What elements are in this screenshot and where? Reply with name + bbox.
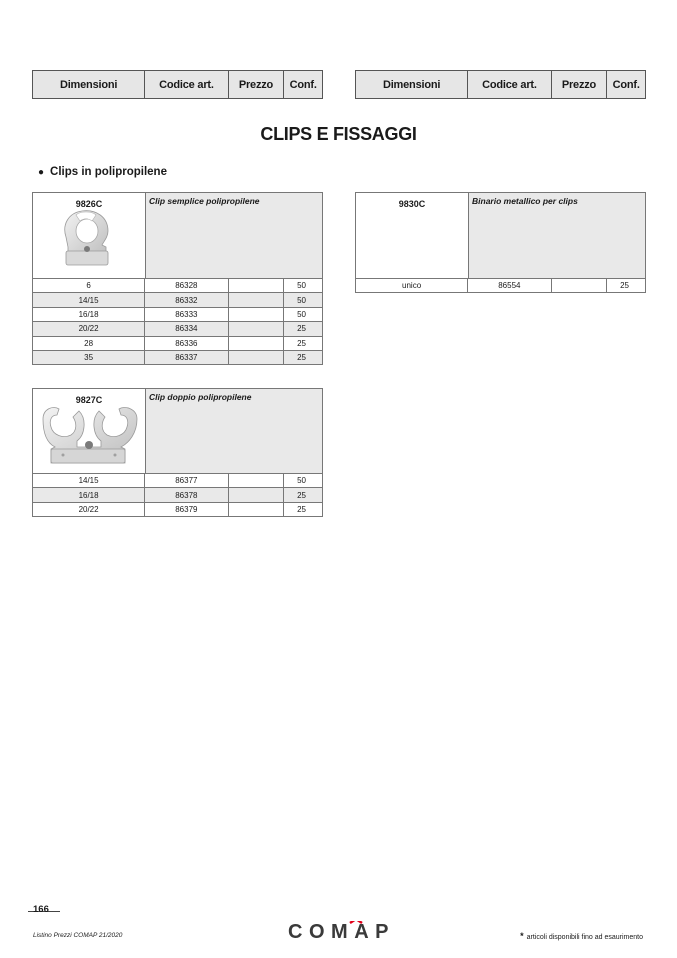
table-row [32,279,323,293]
product-image-cell [356,193,469,278]
cell-price [229,337,285,350]
cell-code: 86334 [145,322,228,335]
cell-conf: 50 [297,295,306,305]
product-code: 9830C [398,199,426,209]
section-title-text: Clips in polipropilene [50,166,167,178]
cell-conf: 25 [297,504,306,514]
note-text: articoli disponibili fino ad esaurimento [526,934,643,941]
cell-code: 86328 [145,279,228,292]
cell-code: 86332 [145,293,228,306]
header-dimensioni: Dimensioni [356,71,468,98]
cell-conf: 25 [297,338,306,348]
comap-logo-image [288,921,392,941]
cell-dim: 20/22 [33,322,145,335]
cell-conf: 50 [297,309,306,319]
double-clip-image [37,403,143,469]
cell-code: 86336 [145,337,228,350]
product-header [32,192,323,279]
table-header-left [32,70,323,99]
bullet-icon: ● [38,167,45,178]
cell-conf: 25 [620,281,629,291]
product-description: Binario metallico per clips [469,193,645,278]
page-number: 166 [33,904,49,915]
table-row [32,474,323,488]
cell-price [229,351,285,364]
header-prezzo: Prezzo [229,71,285,98]
product-image-cell [33,389,146,473]
cell-dim: 35 [33,351,145,364]
product-header [355,192,646,279]
cell-price [229,488,285,501]
cell-code: 86554 [468,279,551,292]
cell-conf: 25 [297,353,306,363]
cell-price [229,279,285,292]
product-block-9830c [355,192,646,293]
header-conf: Conf. [289,78,317,91]
cell-dim: 14/15 [33,293,145,306]
product-code: 9826C [75,199,103,209]
cell-price [229,503,285,516]
cell-conf: 50 [297,476,306,486]
cell-price [229,308,285,321]
page-title: CLIPS E FISSAGGI [260,124,417,144]
table-row [32,488,323,502]
comap-logo [288,921,392,946]
cell-dim: 14/15 [33,474,145,487]
header-prezzo: Prezzo [552,71,608,98]
cell-conf: 25 [297,490,306,500]
product-image-cell [33,193,146,278]
cell-code: 86378 [145,488,228,501]
cell-price [229,293,285,306]
header-conf: Conf. [612,78,640,91]
product-block-9826c [32,192,323,365]
table-row [32,322,323,336]
table-row [32,308,323,322]
svg-text:COMAP: COMAP [288,921,390,941]
product-header [32,388,323,474]
product-description: Clip semplice polipropilene [146,193,322,278]
cell-dim: unico [356,279,468,292]
cell-dim: 20/22 [33,503,145,516]
table-row [32,503,323,517]
cell-price [552,279,608,292]
table-row [32,293,323,307]
cell-dim: 16/18 [33,488,145,501]
cell-price [229,322,285,335]
cell-code: 86333 [145,308,228,321]
section-title [38,166,167,178]
cell-conf: 25 [297,324,306,334]
cell-dim: 6 [33,279,145,292]
table-row [32,337,323,351]
product-code: 9827C [75,395,103,405]
table-row [355,279,646,293]
cell-code: 86379 [145,503,228,516]
listino-label: Listino Prezzi COMAP 21/2020 [33,932,123,939]
table-header-right [355,70,646,99]
product-description: Clip doppio polipropilene [146,389,322,473]
cell-dim: 28 [33,337,145,350]
cell-price [229,474,285,487]
cell-code: 86377 [145,474,228,487]
single-clip-image [54,207,124,269]
header-codice: Codice art. [145,71,228,98]
availability-note [520,931,643,941]
star-icon: * [520,931,524,941]
header-codice: Codice art. [468,71,551,98]
cell-dim: 16/18 [33,308,145,321]
cell-code: 86337 [145,351,228,364]
product-block-9827c [32,388,323,517]
cell-conf: 50 [297,281,306,291]
header-dimensioni: Dimensioni [33,71,145,98]
table-row [32,351,323,365]
